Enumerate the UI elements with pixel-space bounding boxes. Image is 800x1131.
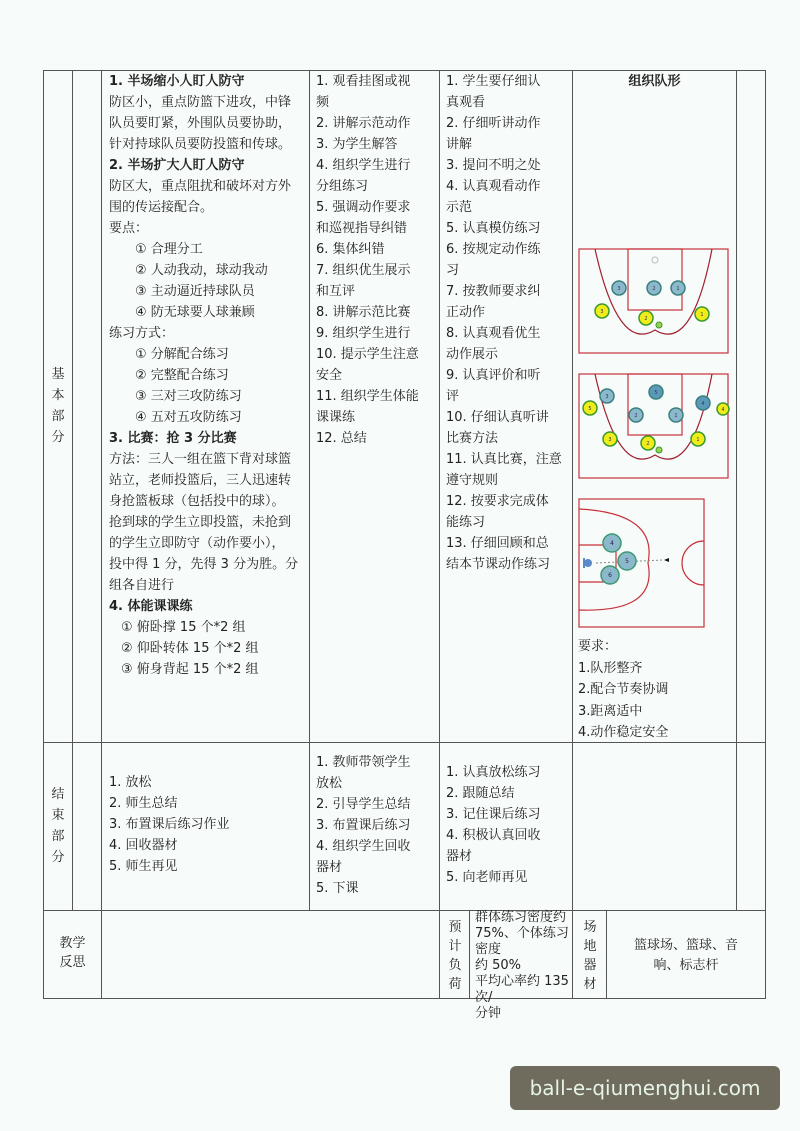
content-line: ② 人动我动，球动我动 bbox=[135, 263, 268, 278]
ending-student-line: 2. 跟随总结 bbox=[446, 786, 515, 801]
student-activity-line: 1. 学生要仔细认 bbox=[446, 74, 541, 89]
ending-student-line: 5. 向老师再见 bbox=[446, 870, 528, 885]
col-divider-load bbox=[469, 910, 470, 999]
teacher-activity-line: 4. 组织学生进行 bbox=[316, 158, 411, 173]
load-text bbox=[475, 910, 571, 1022]
content-line: 身抢篮板球（包括投中的球）。 bbox=[109, 494, 285, 509]
ending-content-line: 1. 放松 bbox=[109, 775, 152, 790]
ending-content-line: 4. 回收器材 bbox=[109, 838, 178, 853]
content-line: ① 合理分工 bbox=[135, 242, 203, 257]
basic-content-column bbox=[109, 71, 305, 680]
col-divider-2 bbox=[101, 70, 102, 999]
student-activity-line: 4. 认真观看动作 bbox=[446, 179, 541, 194]
student-activity-line: 7. 按教师要求纠 bbox=[446, 284, 541, 299]
ending-teacher-line: 1. 教师带领学生 bbox=[316, 755, 411, 770]
court-diagram-2 bbox=[578, 373, 730, 480]
section-label-ending bbox=[48, 784, 68, 868]
reflection-label-text: 教学反思 bbox=[59, 936, 86, 970]
requirement-item: 4.动作稳定安全 bbox=[578, 725, 669, 740]
load-label bbox=[443, 918, 467, 994]
svg-text:6: 6 bbox=[608, 572, 612, 579]
table-border-right bbox=[765, 70, 766, 999]
teacher-activity-line: 12. 总结 bbox=[316, 431, 367, 446]
lesson-plan-table bbox=[43, 70, 766, 1021]
content-line: ① 俯卧撑 15 个*2 组 bbox=[121, 620, 246, 635]
organization-title bbox=[573, 71, 736, 92]
svg-text:5: 5 bbox=[654, 390, 658, 396]
svg-text:2: 2 bbox=[652, 286, 656, 292]
table-border-left bbox=[43, 70, 44, 999]
student-activity-line: 动作展示 bbox=[446, 347, 499, 362]
student-activity-line: 习 bbox=[446, 263, 460, 278]
svg-text:5: 5 bbox=[588, 406, 592, 412]
student-activity-line: 10. 仔细认真听讲 bbox=[446, 410, 549, 425]
teacher-activity-line: 和互评 bbox=[316, 284, 356, 299]
teacher-activity-line: 10. 提示学生注意 bbox=[316, 347, 419, 362]
content-line: 防区小，重点防篮下进攻，中锋 bbox=[109, 95, 292, 110]
content-line: 4. 体能课课练 bbox=[109, 599, 193, 614]
svg-text:1: 1 bbox=[674, 413, 678, 419]
student-activity-line: 9. 认真评价和听 bbox=[446, 368, 541, 383]
ending-student-line: 器材 bbox=[446, 849, 473, 864]
content-line: ① 分解配合练习 bbox=[135, 347, 229, 362]
student-activity-line: 11. 认真比赛，注意 bbox=[446, 452, 562, 467]
teacher-activity-line: 8. 讲解示范比赛 bbox=[316, 305, 411, 320]
teacher-activity-line: 3. 为学生解答 bbox=[316, 137, 398, 152]
content-line: ③ 三对三攻防练习 bbox=[135, 389, 242, 404]
ending-content-line: 3. 布置课后练习作业 bbox=[109, 817, 230, 832]
content-line: 围的传运接配合。 bbox=[109, 200, 214, 215]
load-text-line: 75%、个体练习密度 bbox=[475, 926, 569, 957]
teacher-activity-line: 频 bbox=[316, 95, 330, 110]
student-activity-line: 13. 仔细回顾和总 bbox=[446, 536, 549, 551]
requirements-label: 要求： bbox=[578, 639, 618, 654]
student-activity-line: 结本节课动作练习 bbox=[446, 557, 551, 572]
ending-teacher-line: 放松 bbox=[316, 776, 343, 791]
court-diagram-1 bbox=[578, 248, 730, 355]
col-divider-3 bbox=[309, 70, 310, 910]
ending-teacher-line: 4. 组织学生回收 bbox=[316, 839, 411, 854]
col-divider-venue bbox=[606, 910, 607, 999]
teacher-activity-line: 11. 组织学生体能 bbox=[316, 389, 419, 404]
teacher-activity-line: 6. 集体纠错 bbox=[316, 242, 385, 257]
ending-student-line: 1. 认真放松练习 bbox=[446, 765, 541, 780]
content-line: ④ 防无球要人球兼顾 bbox=[135, 305, 255, 320]
col-divider-5 bbox=[572, 70, 573, 999]
svg-text:2: 2 bbox=[644, 316, 648, 322]
venue-label bbox=[576, 918, 604, 994]
content-line: 防区大，重点阻扰和破坏对方外 bbox=[109, 179, 292, 194]
svg-text:1: 1 bbox=[696, 437, 700, 443]
load-text-line: 约 50% bbox=[475, 958, 522, 973]
teacher-activity-line: 9. 组织学生进行 bbox=[316, 326, 411, 341]
venue-label-text: 场地器材 bbox=[583, 920, 597, 992]
content-line: 抢到球的学生立即投篮，未抢到 bbox=[109, 515, 292, 530]
load-text-line: 群体练习密度约 bbox=[475, 910, 567, 925]
content-line: 1. 半场缩小人盯人防守 bbox=[109, 74, 245, 89]
student-activity-line: 12. 按要求完成体 bbox=[446, 494, 549, 509]
teacher-activity-line: 安全 bbox=[316, 368, 343, 383]
organization-requirements bbox=[578, 636, 733, 744]
teacher-activity-line: 1. 观看挂图或视 bbox=[316, 74, 411, 89]
content-line: ④ 五对五攻防练习 bbox=[135, 410, 242, 425]
student-activity-column bbox=[446, 71, 570, 575]
ending-content-column bbox=[109, 772, 305, 877]
content-line: 练习方式： bbox=[109, 326, 175, 341]
teacher-activity-line: 7. 组织优生展示 bbox=[316, 263, 411, 278]
requirement-item: 3.距离适中 bbox=[578, 703, 643, 719]
content-line: 3. 比赛：抢 3 分比赛 bbox=[109, 431, 237, 446]
content-line: 针对持球队员要防投篮和传球。 bbox=[109, 137, 292, 152]
venue-text-line: 响、标志杆 bbox=[653, 958, 719, 973]
svg-text:1: 1 bbox=[676, 286, 680, 292]
student-activity-line: 5. 认真模仿练习 bbox=[446, 221, 541, 236]
student-activity-line: 示范 bbox=[446, 200, 473, 215]
requirement-item: 2.配合节奏协调 bbox=[578, 682, 669, 697]
organization-title-text: 组织队形 bbox=[628, 74, 681, 89]
table-border-bottom bbox=[43, 998, 766, 999]
student-activity-line: 讲解 bbox=[446, 137, 473, 152]
student-activity-line: 能练习 bbox=[446, 515, 486, 530]
content-line: 队员要盯紧，外围队员要协助， bbox=[109, 116, 292, 131]
ending-teacher-line: 2. 引导学生总结 bbox=[316, 797, 411, 812]
ending-teacher-line: 5. 下课 bbox=[316, 881, 359, 896]
requirement-item: 1.队形整齐 bbox=[578, 660, 643, 676]
venue-text-line: 篮球场、篮球、音 bbox=[633, 938, 738, 953]
ending-teacher-line: 器材 bbox=[316, 860, 343, 875]
content-line: 要点： bbox=[109, 221, 149, 236]
col-divider-4 bbox=[439, 70, 440, 999]
content-line: 2. 半场扩大人盯人防守 bbox=[109, 158, 245, 173]
reflection-label bbox=[44, 934, 101, 972]
student-activity-line: 3. 提问不明之处 bbox=[446, 158, 541, 173]
watermark: ball-e-qiumenghui.com bbox=[510, 1066, 780, 1110]
svg-text:4: 4 bbox=[721, 407, 725, 413]
teacher-activity-line: 课课练 bbox=[316, 410, 356, 425]
content-line: ② 完整配合练习 bbox=[135, 368, 229, 383]
venue-text bbox=[609, 936, 763, 976]
student-activity-line: 6. 按规定动作练 bbox=[446, 242, 541, 257]
svg-text:1: 1 bbox=[700, 312, 704, 318]
ending-student-column bbox=[446, 762, 570, 888]
student-activity-line: 2. 仔细听讲动作 bbox=[446, 116, 541, 131]
teacher-activity-line: 2. 讲解示范动作 bbox=[316, 116, 411, 131]
content-line: 组各自进行 bbox=[109, 578, 175, 593]
svg-text:3: 3 bbox=[617, 286, 621, 292]
col-divider-6 bbox=[736, 70, 737, 910]
svg-text:4: 4 bbox=[701, 401, 705, 407]
student-activity-line: 8. 认真观看优生 bbox=[446, 326, 541, 341]
content-line: 站立，老师投篮后，三人迅速转 bbox=[109, 473, 292, 488]
section-label-basic bbox=[48, 364, 68, 448]
student-activity-line: 正动作 bbox=[446, 305, 486, 320]
ending-student-line: 3. 记住课后练习 bbox=[446, 807, 541, 822]
ending-teacher-line: 3. 布置课后练习 bbox=[316, 818, 411, 833]
ending-content-line: 5. 师生再见 bbox=[109, 859, 178, 874]
teacher-activity-line: 分组练习 bbox=[316, 179, 369, 194]
ending-teacher-column bbox=[316, 752, 436, 899]
col-divider-1 bbox=[72, 70, 73, 910]
student-activity-line: 遵守规则 bbox=[446, 473, 499, 488]
court-diagram-3 bbox=[578, 498, 706, 628]
content-line: 投中得 1 分，先得 3 分为胜。分 bbox=[109, 557, 299, 572]
teacher-activity-line: 5. 强调动作要求 bbox=[316, 200, 411, 215]
content-line: ③ 俯身背起 15 个*2 组 bbox=[121, 662, 259, 677]
content-line: 的学生立即防守（动作要小）， bbox=[109, 536, 285, 551]
section-label-text: 结束部分 bbox=[51, 787, 65, 865]
load-text-line: 分钟 bbox=[475, 1006, 502, 1021]
teacher-activity-line: 和巡视指导纠错 bbox=[316, 221, 408, 236]
svg-text:2: 2 bbox=[646, 441, 650, 447]
load-text-line: 平均心率约 135 次/ bbox=[475, 974, 569, 1005]
svg-text:5: 5 bbox=[625, 558, 629, 565]
svg-text:3: 3 bbox=[605, 394, 609, 400]
load-label-text: 预计负荷 bbox=[448, 920, 462, 992]
content-line: 方法：三人一组在篮下背对球篮 bbox=[109, 452, 292, 467]
ending-content-line: 2. 师生总结 bbox=[109, 796, 178, 811]
student-activity-line: 比赛方法 bbox=[446, 431, 499, 446]
teacher-activity-column bbox=[316, 71, 436, 449]
svg-text:4: 4 bbox=[610, 540, 614, 547]
svg-text:2: 2 bbox=[634, 413, 638, 419]
svg-text:3: 3 bbox=[608, 437, 612, 443]
section-label-text: 基本部分 bbox=[51, 367, 65, 445]
ending-student-line: 4. 积极认真回收 bbox=[446, 828, 541, 843]
content-line: ③ 主动逼近持球队员 bbox=[135, 284, 255, 299]
student-activity-line: 真观看 bbox=[446, 95, 486, 110]
row-divider-ending-reflection bbox=[43, 910, 766, 911]
student-activity-line: 评 bbox=[446, 389, 460, 404]
svg-text:3: 3 bbox=[600, 309, 604, 315]
content-line: ② 仰卧转体 15 个*2 组 bbox=[121, 641, 259, 656]
